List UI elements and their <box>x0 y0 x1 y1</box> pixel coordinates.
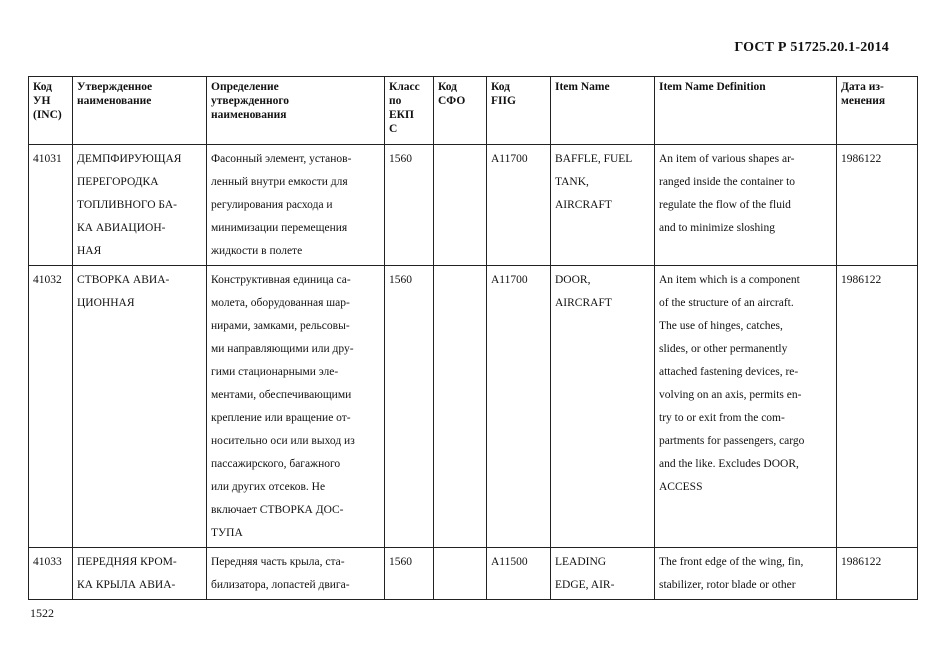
cell-class: 1560 <box>385 145 434 266</box>
cell-fiig: A11700 <box>487 266 551 548</box>
cell-definition: Конструктивная единица са- молета, оборудованная шар- нирами, замками, рельсовы- ми направляющими или дру- гими стационарными эле- ментами, обеспечивающими крепление или вращение от- носительно оси или выход из пассажирского, багажного или других отсеков. Не включает СТВОРКА ДОС- ТУПА <box>207 266 385 548</box>
cell-item-name: LEADING EDGE, AIR- <box>551 548 655 600</box>
cell-sfo <box>434 548 487 600</box>
cell-class: 1560 <box>385 548 434 600</box>
col-header-class: Класс по ЕКП С <box>385 77 434 145</box>
cell-item-definition: The front edge of the wing, fin, stabilizer, rotor blade or other <box>655 548 837 600</box>
page-number: 1522 <box>30 606 54 620</box>
cell-item-definition: An item which is a component of the structure of an aircraft. The use of hinges, catches, slides, or other permanently attached fastening devices, re- volving on an axis, permits en- try to or exit from the com- partments for passengers, cargo and the like. Excludes DOOR, ACCESS <box>655 266 837 548</box>
table-row <box>29 548 918 600</box>
cell-date: 1986122 <box>837 145 918 266</box>
cell-fiig: A11700 <box>487 145 551 266</box>
cell-item-definition: An item of various shapes ar- ranged inside the container to regulate the flow of the fluid and to minimize sloshing <box>655 145 837 266</box>
col-header-item-definition: Item Name Definition <box>655 77 837 145</box>
cell-approved-name: ПЕРЕДНЯЯ КРОМ- КА КРЫЛА АВИА- <box>73 548 207 600</box>
table-row <box>29 145 918 266</box>
cell-item-name: BAFFLE, FUEL TANK, AIRCRAFT <box>551 145 655 266</box>
col-header-date: Дата из- менения <box>837 77 918 145</box>
cell-definition: Фасонный элемент, установ- ленный внутри емкости для регулирования расхода и минимизации перемещения жидкости в полете <box>207 145 385 266</box>
table-header-row <box>29 77 918 145</box>
cell-sfo <box>434 145 487 266</box>
col-header-definition: Определение утвержденного наименования <box>207 77 385 145</box>
cell-approved-name: СТВОРКА АВИА- ЦИОННАЯ <box>73 266 207 548</box>
cell-fiig: A11500 <box>487 548 551 600</box>
cell-approved-name: ДЕМПФИРУЮЩАЯ ПЕРЕГОРОДКА ТОПЛИВНОГО БА- КА АВИАЦИОН- НАЯ <box>73 145 207 266</box>
cell-item-name: DOOR, AIRCRAFT <box>551 266 655 548</box>
cell-definition: Передняя часть крыла, ста- билизатора, лопастей двига- <box>207 548 385 600</box>
document-title: ГОСТ Р 51725.20.1-2014 <box>734 40 889 55</box>
col-header-item-name: Item Name <box>551 77 655 145</box>
col-header-fiig: Код FIIG <box>487 77 551 145</box>
cell-inc: 41033 <box>29 548 73 600</box>
col-header-sfo: Код СФО <box>434 77 487 145</box>
cell-inc: 41031 <box>29 145 73 266</box>
cell-inc: 41032 <box>29 266 73 548</box>
col-header-approved-name: Утвержденное наименование <box>73 77 207 145</box>
table-row <box>29 266 918 548</box>
classification-table <box>28 76 918 600</box>
cell-class: 1560 <box>385 266 434 548</box>
cell-date: 1986122 <box>837 548 918 600</box>
cell-sfo <box>434 266 487 548</box>
col-header-inc: Код УН (INC) <box>29 77 73 145</box>
cell-date: 1986122 <box>837 266 918 548</box>
